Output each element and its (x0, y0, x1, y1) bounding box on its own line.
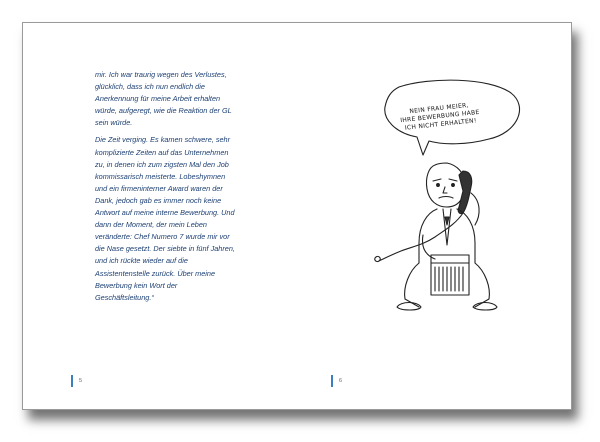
page-footer-right (331, 375, 342, 387)
paragraph: mir. Ich war traurig wegen des Verlustes, glücklich, dass ich nun endlich die Anerkennung für meine Arbeit erhalten würde, aufgeregt, wie die Reaktion der GL sein würde. (95, 70, 232, 128)
telephone-receiver (458, 171, 472, 214)
speech-bubble-text: NEIN FRAU MEIER, IHRE BEWERBUNG HABE ICH NICHT ERHALTEN! (399, 101, 480, 132)
head (426, 163, 465, 207)
page-marker (331, 375, 333, 387)
body-text (95, 69, 275, 309)
paragraph: Die Zeit verging. Es kamen schwere, sehr komplizierte Zeiten auf das Unternehmen zu, in denen ich zum zigsten Mal den Job kommissarisch meisterte. Lobeshymnen und ein firmeninterner Award waren der Dank, jedoch gab es immer noch keine Antwort auf meine interne Bewerbung. Und dann der Moment, der mein Leben veränderte: Chef Numero 7 wurde mir vor die Nase gesetzt. Der siebte in fünf Jahren, und ich rückte wieder auf die Assistentenstelle zurück. Über meine Bewerbung kein Wort der Geschäftsleitung.“ (95, 135, 235, 302)
page-marker (71, 375, 73, 387)
page-number: 6 (339, 378, 343, 384)
book-spread (22, 22, 572, 410)
page-number: 5 (79, 378, 83, 384)
page-footer-left (71, 375, 82, 387)
left-page (23, 23, 297, 409)
